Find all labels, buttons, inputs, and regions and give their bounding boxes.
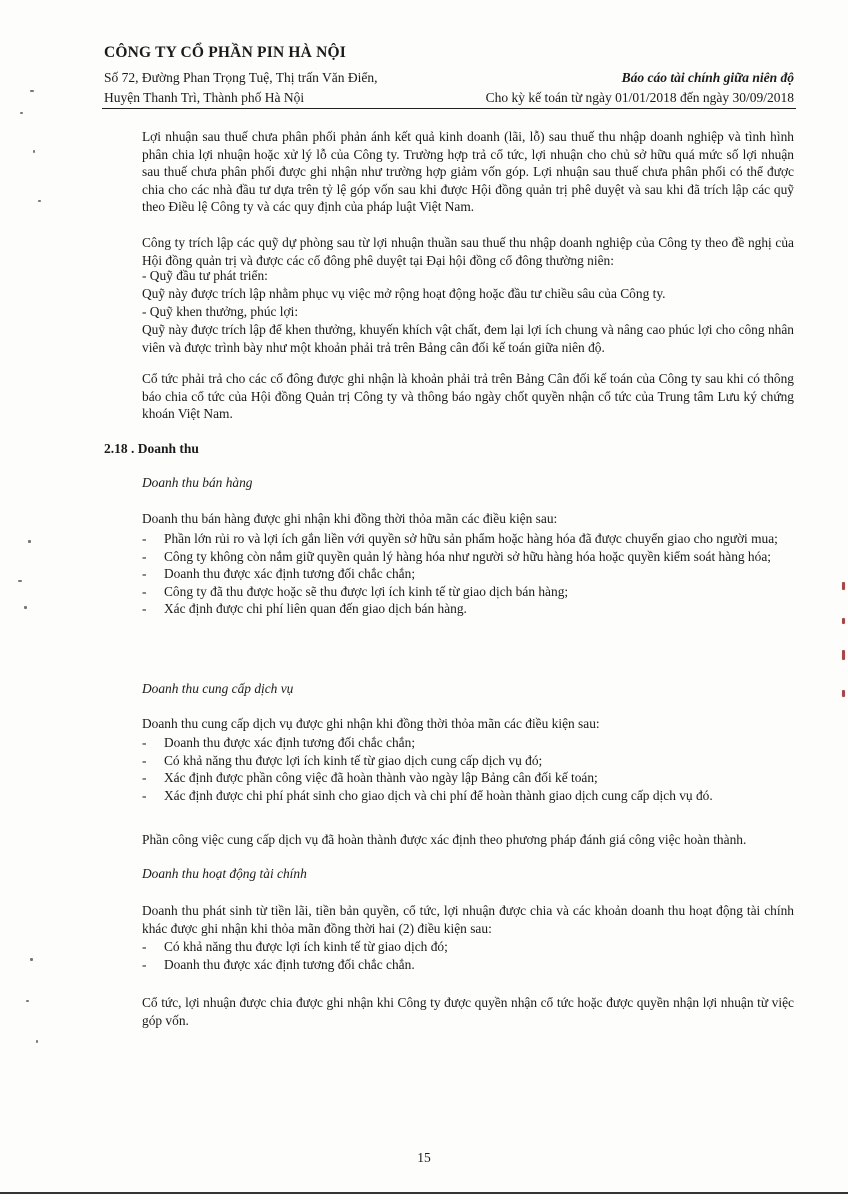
sales-heading: Doanh thu bán hàng: [142, 475, 253, 490]
list-item: - Xác định được chi phí liên quan đến giao dịch bán hàng.: [142, 601, 467, 617]
bullet-dash: -: [142, 787, 147, 803]
scan-speck: [28, 540, 31, 543]
sales-conditions-list: [142, 530, 794, 618]
list-item: - Phần lớn rủi ro và lợi ích gắn liền với quyền sở hữu sản phẩm hoặc hàng hóa đã được chuyển giao cho người mua;: [142, 531, 778, 546]
header-divider: [102, 108, 796, 109]
services-heading: Doanh thu cung cấp dịch vụ: [142, 681, 294, 696]
scan-speck: [33, 150, 35, 153]
stamp-edge-mark: [842, 618, 845, 624]
bullet-dash: -: [142, 752, 147, 768]
address-line-1: Số 72, Đường Phan Trọng Tuệ, Thị trấn Văn Điển,: [104, 70, 378, 85]
stamp-edge-mark: [842, 650, 845, 660]
financial-conditions-list: [142, 938, 794, 973]
sales-intro: Doanh thu bán hàng được ghi nhận khi đồng thời thỏa mãn các điều kiện sau:: [142, 511, 558, 526]
scan-speck: [26, 1000, 29, 1002]
list-item: - Doanh thu được xác định tương đối chắc chắn.: [142, 956, 415, 972]
scan-speck: [20, 112, 23, 114]
list-item: - Công ty đã thu được hoặc sẽ thu được lợi ích kinh tế từ giao dịch bán hàng;: [142, 583, 569, 599]
services-intro: Doanh thu cung cấp dịch vụ được ghi nhận khi đồng thời thỏa mãn các điều kiện sau:: [142, 716, 600, 731]
reserve-funds-intro: Công ty trích lập các quỹ dự phòng sau từ lợi nhuận thuần sau thuế thu nhập doanh nghiệp của Công ty theo đề nghị của Hội đồng quản trị và được các cổ đông phê duyệt tại Đại hội đồng cổ đông thường niên:: [142, 235, 794, 268]
page-number: 15: [417, 1150, 431, 1165]
list-item: - Xác định được phần công việc đã hoàn thành vào ngày lập Bảng cân đối kế toán;: [142, 770, 598, 786]
fund-bonus-desc: Quỹ này được trích lập để khen thưởng, khuyến khích vật chất, đem lại lợi ích chung và nâng cao phúc lợi cho công nhân viên và được trình bày như một khoản phải trả trên Bảng cân đối kế toán giữa niên độ.: [142, 322, 794, 355]
report-period: Cho kỳ kế toán từ ngày 01/01/2018 đến ngày 30/09/2018: [485, 90, 794, 105]
services-completion: Phần công việc cung cấp dịch vụ đã hoàn thành được xác định theo phương pháp đánh giá công việc hoàn thành.: [142, 832, 747, 847]
list-item: - Doanh thu được xác định tương đối chắc chắn;: [142, 566, 416, 582]
bullet-dash: -: [142, 566, 147, 582]
fund-bonus-title: - Quỹ khen thưởng, phúc lợi:: [142, 304, 299, 319]
financial-intro: Doanh thu phát sinh từ tiền lãi, tiền bản quyền, cổ tức, lợi nhuận được chia và các khoản doanh thu hoạt động tài chính khác được ghi nhận khi thỏa mãn đồng thời hai (2) điều kiện sau:: [142, 903, 794, 936]
scan-speck: [36, 1040, 38, 1043]
scan-speck: [18, 580, 22, 582]
bullet-dash: -: [142, 770, 147, 786]
list-item: - Có khả năng thu được lợi ích kinh tế từ giao dịch cung cấp dịch vụ đó;: [142, 752, 543, 768]
stamp-edge-mark: [842, 582, 845, 590]
section-number: 2.18 .: [104, 441, 135, 456]
section-title: Doanh thu: [137, 441, 199, 456]
financial-closing: Cổ tức, lợi nhuận được chia được ghi nhận khi Công ty được quyền nhận cổ tức hoặc được quyền nhận lợi nhuận từ việc góp vốn.: [142, 995, 794, 1028]
page-bottom-edge: [0, 1192, 848, 1194]
scan-speck: [24, 606, 27, 609]
list-item: - Công ty không còn nắm giữ quyền quản lý hàng hóa như người sở hữu hàng hóa hoặc quyền kiểm soát hàng hóa;: [142, 548, 771, 564]
list-item: - Có khả năng thu được lợi ích kinh tế từ giao dịch đó;: [142, 939, 448, 954]
scan-speck: [30, 958, 33, 961]
report-title: Báo cáo tài chính giữa niên độ: [621, 70, 794, 85]
bullet-dash: -: [142, 548, 147, 564]
financial-heading: Doanh thu hoạt động tài chính: [142, 866, 307, 881]
address-line-2: Huyện Thanh Trì, Thành phố Hà Nội: [104, 90, 305, 105]
bullet-dash: -: [142, 956, 147, 972]
bullet-dash: -: [142, 735, 147, 750]
company-name: CÔNG TY CỔ PHẦN PIN HÀ NỘI: [104, 44, 347, 61]
fund-development-desc: Quỹ này được trích lập nhằm phục vụ việc mở rộng hoạt động hoặc đầu tư chiều sâu của Công ty.: [142, 286, 666, 301]
bullet-dash: -: [142, 939, 147, 954]
scan-speck: [38, 200, 41, 202]
bullet-dash: -: [142, 601, 147, 617]
section-heading: [104, 441, 199, 457]
fund-development-title: - Quỹ đầu tư phát triển:: [142, 268, 268, 283]
stamp-edge-mark: [842, 690, 845, 697]
dividends-paragraph: Cổ tức phải trả cho các cổ đông được ghi nhận là khoản phải trả trên Bảng Cân đối kế toán của Công ty sau khi có thông báo chia cổ tức của Hội đồng Quản trị Công ty và thông báo ngày chốt quyền nhận cổ tức của Trung tâm Lưu ký chứng khoán Việt Nam.: [142, 371, 794, 422]
list-item: - Xác định được chi phí phát sinh cho giao dịch và chi phí để hoàn thành giao dịch cung cấp dịch vụ đó.: [142, 787, 713, 803]
list-item: - Doanh thu được xác định tương đối chắc chắn;: [142, 735, 416, 750]
retained-profit-paragraph: Lợi nhuận sau thuế chưa phân phối phản ánh kết quả kinh doanh (lãi, lỗ) sau thuế thu nhập doanh nghiệp và tình hình phân chia lợi nhuận hoặc xử lý lỗ của Công ty. Trường hợp trả cổ tức, lợi nhuận cho chủ sở hữu quá mức số lợi nhuận sau thuế chưa phân phối được ghi nhận như trường hợp giảm vốn góp. Lợi nhuận sau thuế chưa phân phối có thể được chia cho các nhà đầu tư dựa trên tỷ lệ góp vốn sau khi được Hội đồng quản trị phê duyệt và sau khi đã trích lập các quỹ theo Điều lệ Công ty và các quy định của pháp luật Việt Nam.: [142, 129, 794, 215]
scan-speck: [30, 90, 34, 92]
bullet-dash: -: [142, 531, 147, 546]
services-conditions-list: [142, 734, 794, 804]
bullet-dash: -: [142, 583, 147, 599]
